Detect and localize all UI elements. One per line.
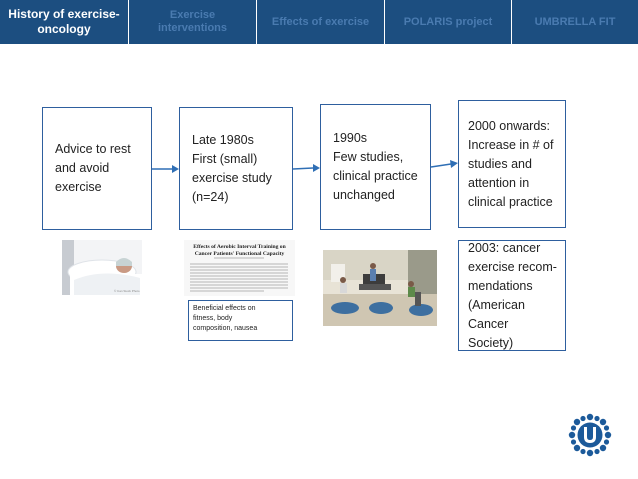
timeline-text-2000s: 2000 onwards: Increase in # of studies and attention in clinical practice [468, 118, 554, 209]
timeline-text-rest: Advice to rest and avoid exercise [55, 142, 131, 194]
svg-text:© Can Stock Photo: © Can Stock Photo [114, 289, 140, 293]
timeline-text-1990s: 1990s Few studies, clinical practice unchanged [333, 131, 418, 202]
tab-effects-label: Effects of exercise [271, 15, 370, 28]
article-body-lines [184, 256, 295, 296]
arrow-2 [293, 164, 320, 172]
tab-umbrella-label: UMBRELLA FIT [534, 15, 616, 28]
timeline-text-1980s: Late 1980s First (small) exercise study (n=24) [192, 132, 272, 204]
arrow-3 [431, 160, 458, 168]
timeline-text-2003: 2003: cancer exercise recom- mendations (American Cancer Society) [468, 240, 557, 350]
article-caption: Beneficial effects on fitness, body composition, nausea [188, 300, 293, 341]
tab-history-label: History of exercise- oncology [8, 7, 120, 36]
tab-polaris-label: POLARIS project [403, 15, 493, 28]
patient-resting-photo [62, 240, 142, 295]
article-thumbnail [184, 240, 295, 296]
arrow-1 [152, 165, 179, 173]
tab-exercise-interventions-label: Exercise interventions [157, 9, 228, 34]
article-title: Effects of Aerobic Interval Training on Cancer Patients' Functional Capacity [193, 244, 286, 257]
exercise-room-photo [323, 250, 437, 326]
university-logo [568, 413, 612, 457]
